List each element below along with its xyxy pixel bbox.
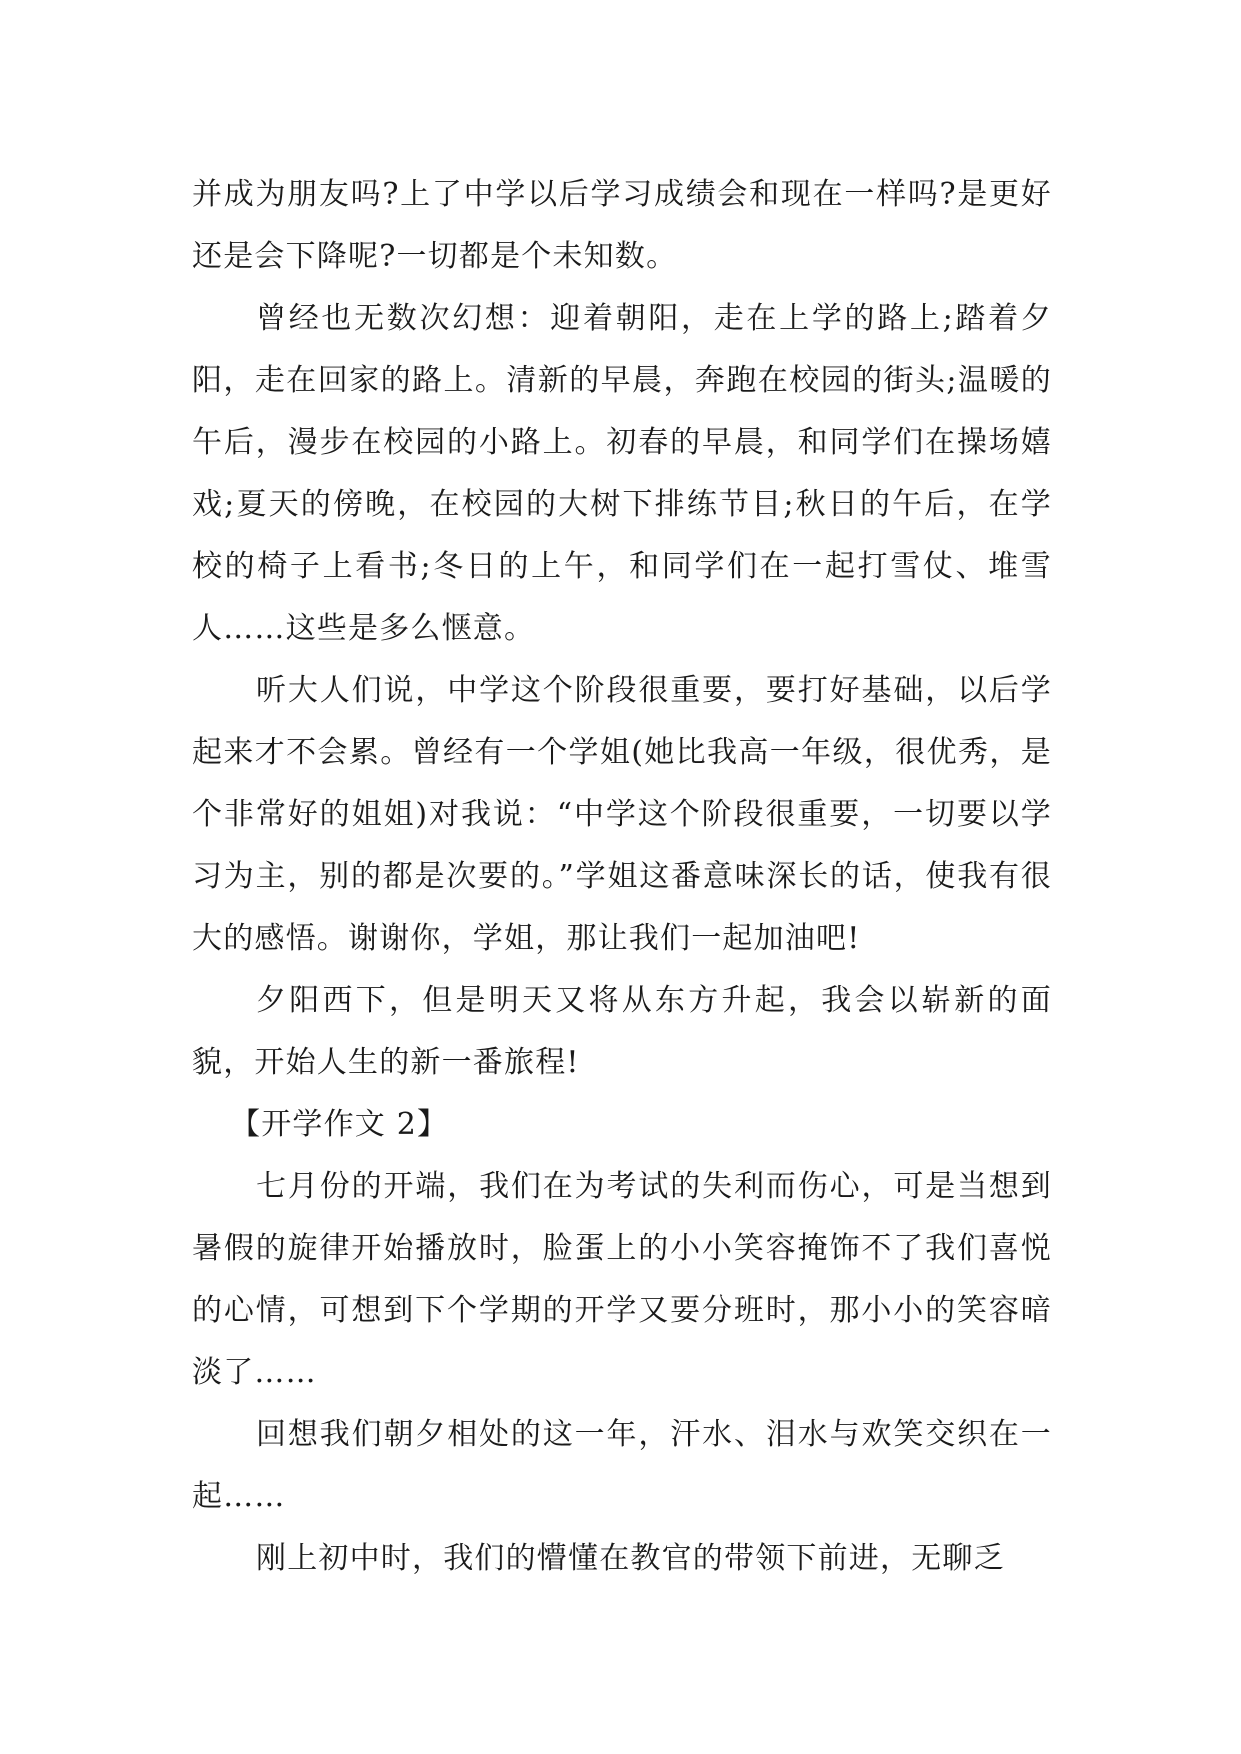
- paragraph-memories: 回想我们朝夕相处的这一年，汗水、泪水与欢笑交织在一起……: [192, 1417, 1052, 1514]
- paragraph-advice: 听大人们说，中学这个阶段很重要，要打好基础，以后学起来才不会累。曾经有一个学姐(她比我高一年级，很优秀，是个非常好的姐姐)对我说：“中学这个阶段很重要，一切要以学习为主，别的都是次要的。”学姐这番意味深长的话，使我有很大的感悟。谢谢你，学姐，那让我们一起加油吧!: [192, 673, 1052, 956]
- section-heading: 【开学作文 2】: [230, 1107, 449, 1142]
- paragraph-july: 七月份的开端，我们在为考试的失利而伤心，可是当想到暑假的旋律开始播放时，脸蛋上的小小笑容掩饰不了我们喜悦的心情，可想到下个学期的开学又要分班时，那小小的笑容暗淡了……: [192, 1169, 1052, 1390]
- paragraph-continuation: 并成为朋友吗?上了中学以后学习成绩会和现在一样吗?是更好还是会下降呢?一切都是个未知数。: [192, 177, 1052, 274]
- paragraph-first-days: 刚上初中时，我们的懵懂在教官的带领下前进，无聊乏: [256, 1541, 1005, 1576]
- essay-body: [192, 164, 1052, 1590]
- paragraph-fantasy: 曾经也无数次幻想：迎着朝阳，走在上学的路上;踏着夕阳，走在回家的路上。清新的早晨，奔跑在校园的街头;温暖的午后，漫步在校园的小路上。初春的早晨，和同学们在操场嬉戏;夏天的傍晚，在校园的大树下排练节目;秋日的午后，在学校的椅子上看书;冬日的上午，和同学们在一起打雪仗、堆雪人……这些是多么惬意。: [192, 301, 1052, 646]
- paragraph-sunset: 夕阳西下，但是明天又将从东方升起，我会以崭新的面貌，开始人生的新一番旅程!: [192, 983, 1052, 1080]
